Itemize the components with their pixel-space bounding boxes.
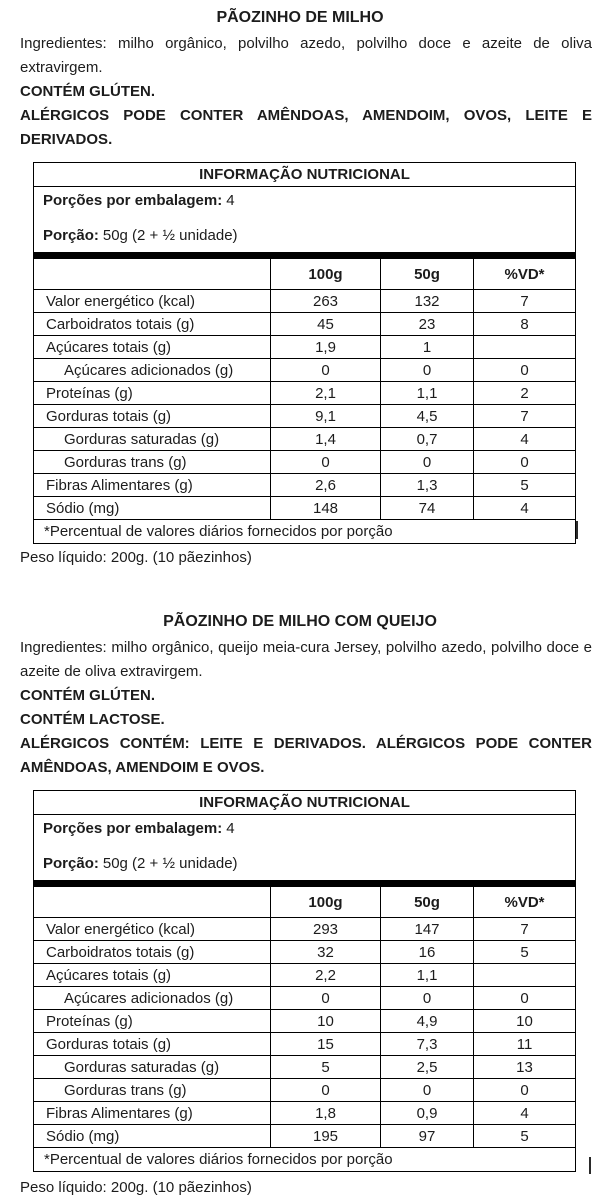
nutrient-row xyxy=(34,1079,576,1102)
nutrition-table xyxy=(33,162,576,544)
portion-size: Porção: 50g (2 + ½ unidade) xyxy=(43,855,238,872)
column-header-vd: %VD* xyxy=(474,887,576,918)
nutrient-label: Sódio (mg) xyxy=(34,1125,271,1148)
nutrient-value-vd xyxy=(474,964,576,987)
nutrient-label: Açúcares totais (g) xyxy=(34,336,271,359)
nutrient-value-100g: 2,1 xyxy=(271,382,381,405)
footnote-text: *Percentual de valores diários fornecidos por porção xyxy=(34,520,576,544)
nutrient-value-vd: 0 xyxy=(474,359,576,382)
allergen-warning: ALÉRGICOS CONTÉM: LEITE E DERIVADOS. ALÉRGICOS PODE CONTER AMÊNDOAS, AMENDOIM E OVOS. xyxy=(20,735,592,776)
nutrient-label: Gorduras totais (g) xyxy=(34,405,271,428)
nutrient-value-vd: 8 xyxy=(474,313,576,336)
nutrient-value-100g: 9,1 xyxy=(271,405,381,428)
nutrient-row xyxy=(34,474,576,497)
nutrient-label: Fibras Alimentares (g) xyxy=(34,474,271,497)
column-header-100g: 100g xyxy=(271,259,381,290)
column-header-row xyxy=(34,887,576,918)
nutrient-value-100g: 2,6 xyxy=(271,474,381,497)
servings-row xyxy=(34,187,576,253)
text-cursor-artifact xyxy=(589,1157,591,1174)
nutrient-row xyxy=(34,1010,576,1033)
nutrient-value-50g: 97 xyxy=(381,1125,474,1148)
nutrient-value-vd: 4 xyxy=(474,428,576,451)
nutrient-value-50g: 4,5 xyxy=(381,405,474,428)
net-weight: Peso líquido: 200g. (10 pãezinhos) xyxy=(20,1179,252,1196)
nutrient-value-50g: 1,1 xyxy=(381,964,474,987)
nutrient-row xyxy=(34,1125,576,1148)
nutrient-value-vd: 5 xyxy=(474,1125,576,1148)
nutrient-value-50g: 132 xyxy=(381,290,474,313)
nutrient-value-50g: 1,1 xyxy=(381,382,474,405)
product-title: PÃOZINHO DE MILHO COM QUEIJO xyxy=(163,613,437,630)
nutrient-row xyxy=(34,428,576,451)
servings-row xyxy=(34,815,576,881)
nutrient-value-vd: 5 xyxy=(474,474,576,497)
nutrient-value-vd: 7 xyxy=(474,290,576,313)
nutrient-value-50g: 7,3 xyxy=(381,1033,474,1056)
nutrient-value-50g: 2,5 xyxy=(381,1056,474,1079)
table-title: INFORMAÇÃO NUTRICIONAL xyxy=(34,163,576,187)
footnote-row xyxy=(34,520,576,544)
nutrient-value-100g: 1,9 xyxy=(271,336,381,359)
nutrient-value-100g: 0 xyxy=(271,1079,381,1102)
nutrient-label: Gorduras totais (g) xyxy=(34,1033,271,1056)
footnote-text: *Percentual de valores diários fornecidos por porção xyxy=(34,1148,576,1172)
nutrient-label: Fibras Alimentares (g) xyxy=(34,1102,271,1125)
nutrient-value-vd: 7 xyxy=(474,405,576,428)
nutrient-row xyxy=(34,405,576,428)
nutrient-value-100g: 0 xyxy=(271,359,381,382)
nutrient-value-100g: 1,4 xyxy=(271,428,381,451)
text-cursor-artifact xyxy=(576,521,578,539)
nutrient-label: Carboidratos totais (g) xyxy=(34,941,271,964)
nutrient-label: Açúcares adicionados (g) xyxy=(34,987,271,1010)
nutrient-value-50g: 16 xyxy=(381,941,474,964)
nutrient-value-100g: 148 xyxy=(271,497,381,520)
allergen-warning: ALÉRGICOS PODE CONTER AMÊNDOAS, AMENDOIM, OVOS, LEITE E DERIVADOS. xyxy=(20,107,592,148)
column-header-50g: 50g xyxy=(381,887,474,918)
nutrient-value-100g: 10 xyxy=(271,1010,381,1033)
nutrient-row xyxy=(34,451,576,474)
nutrient-label: Proteínas (g) xyxy=(34,382,271,405)
nutrient-label: Proteínas (g) xyxy=(34,1010,271,1033)
column-header-row xyxy=(34,259,576,290)
ingredients-text: Ingredientes: milho orgânico, polvilho azedo, polvilho doce e azeite de oliva extravirgem. xyxy=(20,35,592,76)
nutrient-label: Gorduras saturadas (g) xyxy=(34,428,271,451)
allergen-warning: CONTÉM LACTOSE. xyxy=(20,711,165,728)
nutrient-value-50g: 0 xyxy=(381,451,474,474)
nutrient-value-vd: 0 xyxy=(474,987,576,1010)
servings-per-package: Porções por embalagem: 4 xyxy=(43,820,235,837)
nutrient-row xyxy=(34,964,576,987)
nutrient-value-50g: 0,7 xyxy=(381,428,474,451)
column-header-vd: %VD* xyxy=(474,259,576,290)
nutrient-row xyxy=(34,941,576,964)
nutrient-value-100g: 263 xyxy=(271,290,381,313)
nutrient-row xyxy=(34,336,576,359)
nutrient-label: Sódio (mg) xyxy=(34,497,271,520)
nutrient-value-100g: 5 xyxy=(271,1056,381,1079)
nutrient-row xyxy=(34,1102,576,1125)
nutrient-row xyxy=(34,359,576,382)
column-header-50g: 50g xyxy=(381,259,474,290)
allergen-warnings xyxy=(20,80,592,152)
table-title: INFORMAÇÃO NUTRICIONAL xyxy=(34,791,576,815)
nutrient-value-100g: 32 xyxy=(271,941,381,964)
servings-per-package: Porções por embalagem: 4 xyxy=(43,192,235,209)
nutrient-value-100g: 0 xyxy=(271,987,381,1010)
nutrient-value-50g: 0 xyxy=(381,987,474,1010)
nutrient-value-100g: 0 xyxy=(271,451,381,474)
nutrient-value-vd: 2 xyxy=(474,382,576,405)
nutrient-row xyxy=(34,1033,576,1056)
nutrient-value-100g: 2,2 xyxy=(271,964,381,987)
nutrient-value-100g: 293 xyxy=(271,918,381,941)
nutrient-value-100g: 1,8 xyxy=(271,1102,381,1125)
nutrient-row xyxy=(34,290,576,313)
allergen-warning: CONTÉM GLÚTEN. xyxy=(20,83,155,100)
column-header-100g: 100g xyxy=(271,887,381,918)
nutrient-value-vd: 10 xyxy=(474,1010,576,1033)
nutrient-label: Valor energético (kcal) xyxy=(34,290,271,313)
nutrient-label: Gorduras trans (g) xyxy=(34,451,271,474)
nutrient-value-100g: 45 xyxy=(271,313,381,336)
nutrient-value-vd: 4 xyxy=(474,1102,576,1125)
nutrient-value-50g: 0 xyxy=(381,359,474,382)
nutrient-value-50g: 0 xyxy=(381,1079,474,1102)
nutrient-row xyxy=(34,1056,576,1079)
nutrient-label: Valor energético (kcal) xyxy=(34,918,271,941)
net-weight: Peso líquido: 200g. (10 pãezinhos) xyxy=(20,549,252,566)
nutrient-value-50g: 1 xyxy=(381,336,474,359)
allergen-warning: CONTÉM GLÚTEN. xyxy=(20,687,155,704)
nutrient-value-50g: 4,9 xyxy=(381,1010,474,1033)
nutrient-value-vd: 4 xyxy=(474,497,576,520)
table-title-row xyxy=(34,791,576,815)
nutrient-value-50g: 1,3 xyxy=(381,474,474,497)
nutrient-row xyxy=(34,987,576,1010)
table-title-row xyxy=(34,163,576,187)
nutrient-value-vd: 7 xyxy=(474,918,576,941)
nutrient-value-100g: 195 xyxy=(271,1125,381,1148)
nutrient-value-50g: 147 xyxy=(381,918,474,941)
nutrient-value-vd: 0 xyxy=(474,1079,576,1102)
nutrient-value-vd: 0 xyxy=(474,451,576,474)
nutrient-label: Gorduras trans (g) xyxy=(34,1079,271,1102)
nutrient-value-vd: 13 xyxy=(474,1056,576,1079)
nutrient-value-50g: 74 xyxy=(381,497,474,520)
footnote-row xyxy=(34,1148,576,1172)
nutrient-label: Açúcares totais (g) xyxy=(34,964,271,987)
nutrient-label: Carboidratos totais (g) xyxy=(34,313,271,336)
nutrient-row xyxy=(34,382,576,405)
nutrient-value-100g: 15 xyxy=(271,1033,381,1056)
nutrient-value-vd: 11 xyxy=(474,1033,576,1056)
nutrition-table xyxy=(33,790,576,1172)
nutrient-row xyxy=(34,918,576,941)
column-header-empty xyxy=(34,887,271,918)
nutrient-label: Açúcares adicionados (g) xyxy=(34,359,271,382)
nutrient-value-50g: 0,9 xyxy=(381,1102,474,1125)
allergen-warnings xyxy=(20,684,592,780)
nutrient-label: Gorduras saturadas (g) xyxy=(34,1056,271,1079)
portion-size: Porção: 50g (2 + ½ unidade) xyxy=(43,227,238,244)
nutrient-value-vd xyxy=(474,336,576,359)
column-header-empty xyxy=(34,259,271,290)
product-title: PÃOZINHO DE MILHO xyxy=(216,9,384,26)
nutrient-row xyxy=(34,313,576,336)
ingredients-text: Ingredientes: milho orgânico, queijo meia-cura Jersey, polvilho azedo, polvilho doce e azeite de oliva extravirgem. xyxy=(20,639,592,680)
nutrient-value-50g: 23 xyxy=(381,313,474,336)
nutrient-value-vd: 5 xyxy=(474,941,576,964)
nutrient-row xyxy=(34,497,576,520)
